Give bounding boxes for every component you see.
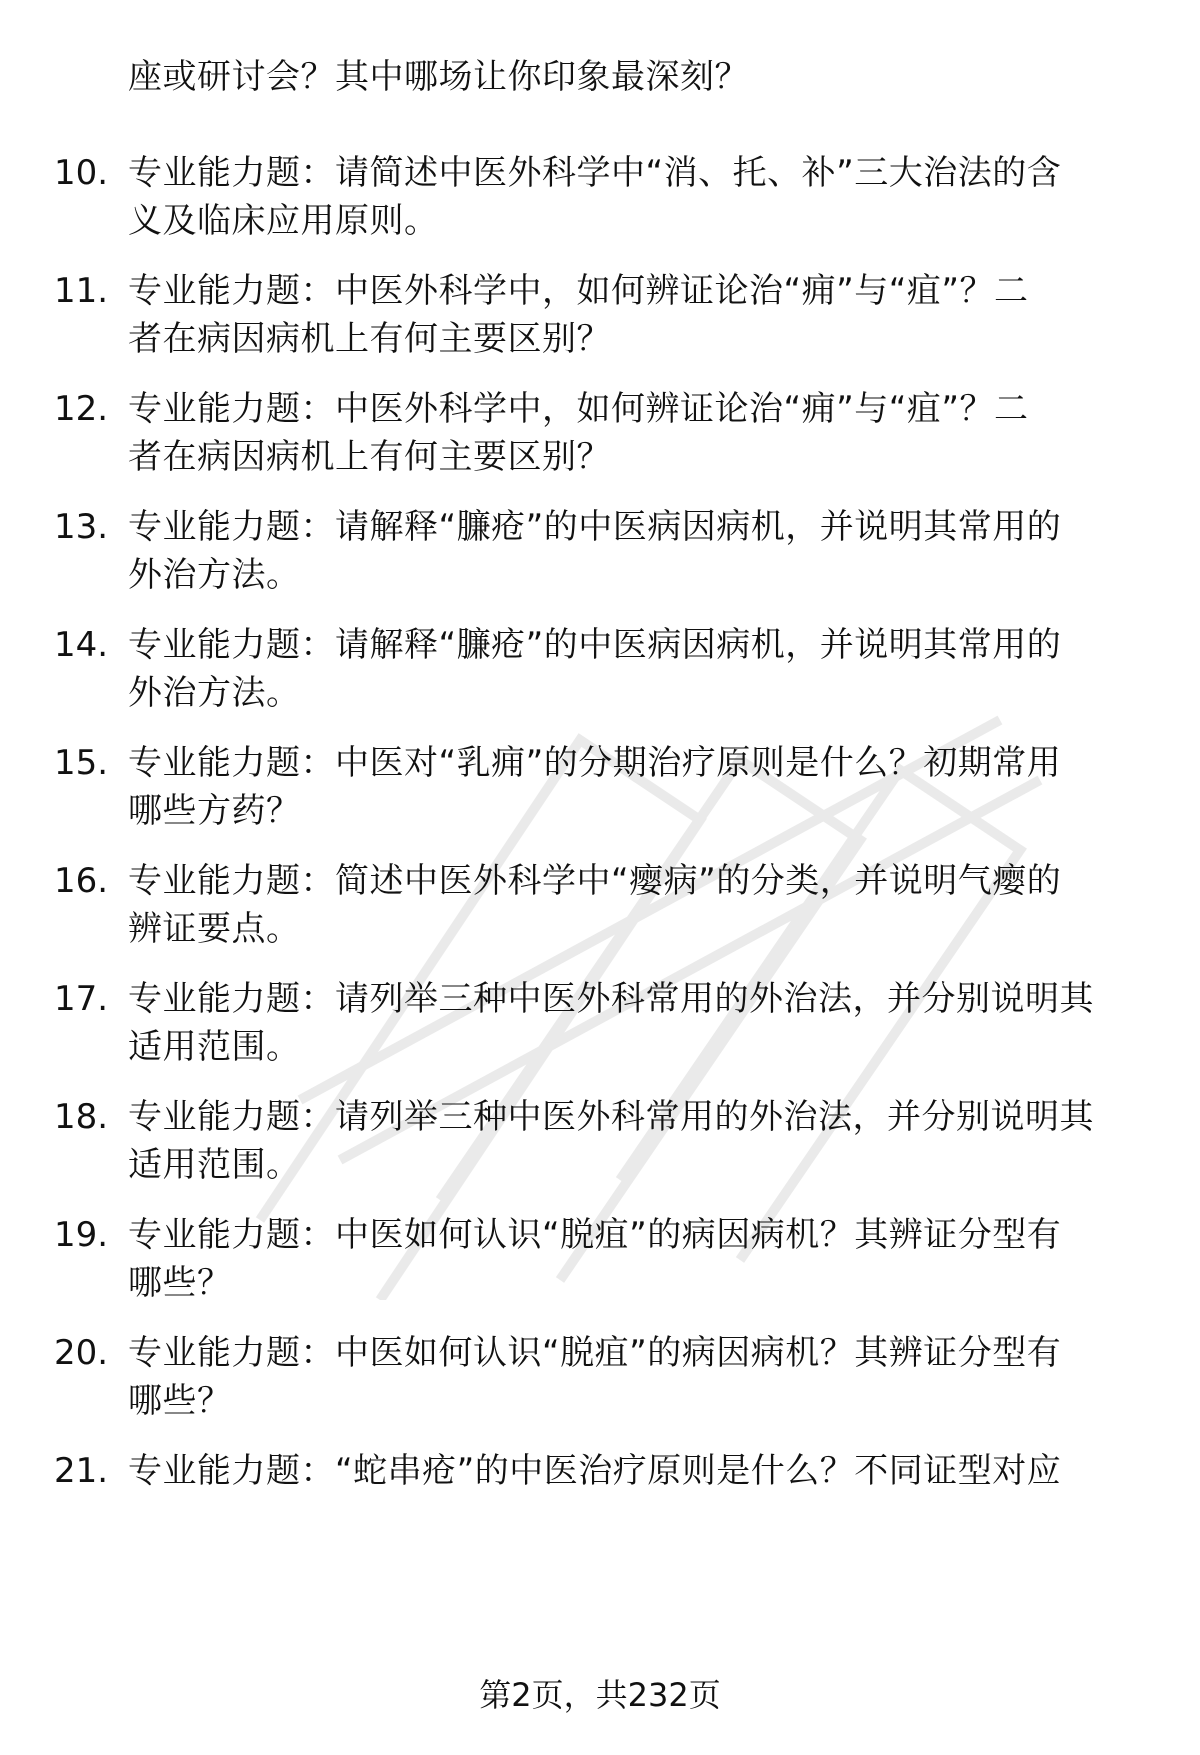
question-number: 14. [54,625,109,665]
question-line2: 适用范围。 [128,1145,301,1185]
question-line1: 专业能力题：请解释“臁疮”的中医病因病机，并说明其常用的 [128,625,1062,665]
question-line2: 外治方法。 [128,673,301,713]
question-number: 16. [54,861,109,901]
question-line2: 哪些？ [128,1381,232,1421]
question-line2: 适用范围。 [128,1027,301,1067]
question-number: 19. [54,1215,109,1255]
question-number: 11. [54,271,109,311]
question-line1: 专业能力题：中医如何认识“脱疽”的病因病机？其辨证分型有 [128,1333,1062,1373]
question-number: 12. [54,389,109,429]
question-line2: 者在病因病机上有何主要区别？ [128,437,611,477]
question-number: 20. [54,1333,109,1373]
question-line2: 外治方法。 [128,555,301,595]
question-line1: 专业能力题：中医外科学中，如何辨证论治“痈”与“疽”？二 [128,389,1029,429]
question-line2: 哪些方药？ [128,791,301,831]
page-footer: 第2页，共232页 [479,1676,721,1714]
question-line1: 专业能力题：中医对“乳痈”的分期治疗原则是什么？初期常用 [128,743,1062,783]
question-line2: 义及临床应用原则。 [128,201,439,241]
continuation-text: 座或研讨会？其中哪场让你印象最深刻？ [128,57,749,97]
question-line2: 哪些？ [128,1263,232,1303]
question-line1: 专业能力题：中医外科学中，如何辨证论治“痈”与“疽”？二 [128,271,1029,311]
question-line1: 专业能力题：中医如何认识“脱疽”的病因病机？其辨证分型有 [128,1215,1062,1255]
question-line2: 者在病因病机上有何主要区别？ [128,319,611,359]
question-number: 21. [54,1451,109,1491]
question-number: 18. [54,1097,109,1137]
question-number: 10. [54,153,109,193]
question-number: 15. [54,743,109,783]
question-line1: 专业能力题：请解释“臁疮”的中医病因病机，并说明其常用的 [128,507,1062,547]
question-line1: 专业能力题：请列举三种中医外科常用的外治法，并分别说明其 [128,1097,1094,1137]
question-number: 13. [54,507,109,547]
question-number: 17. [54,979,109,1019]
question-line1: 专业能力题：请简述中医外科学中“消、托、补”三大治法的含 [128,153,1062,193]
question-line1: 专业能力题：“蛇串疮”的中医治疗原则是什么？不同证型对应 [128,1451,1062,1491]
question-line2: 辨证要点。 [128,909,301,949]
question-line1: 专业能力题：简述中医外科学中“瘿病”的分类，并说明气瘿的 [128,861,1062,901]
question-line1: 专业能力题：请列举三种中医外科常用的外治法，并分别说明其 [128,979,1094,1019]
